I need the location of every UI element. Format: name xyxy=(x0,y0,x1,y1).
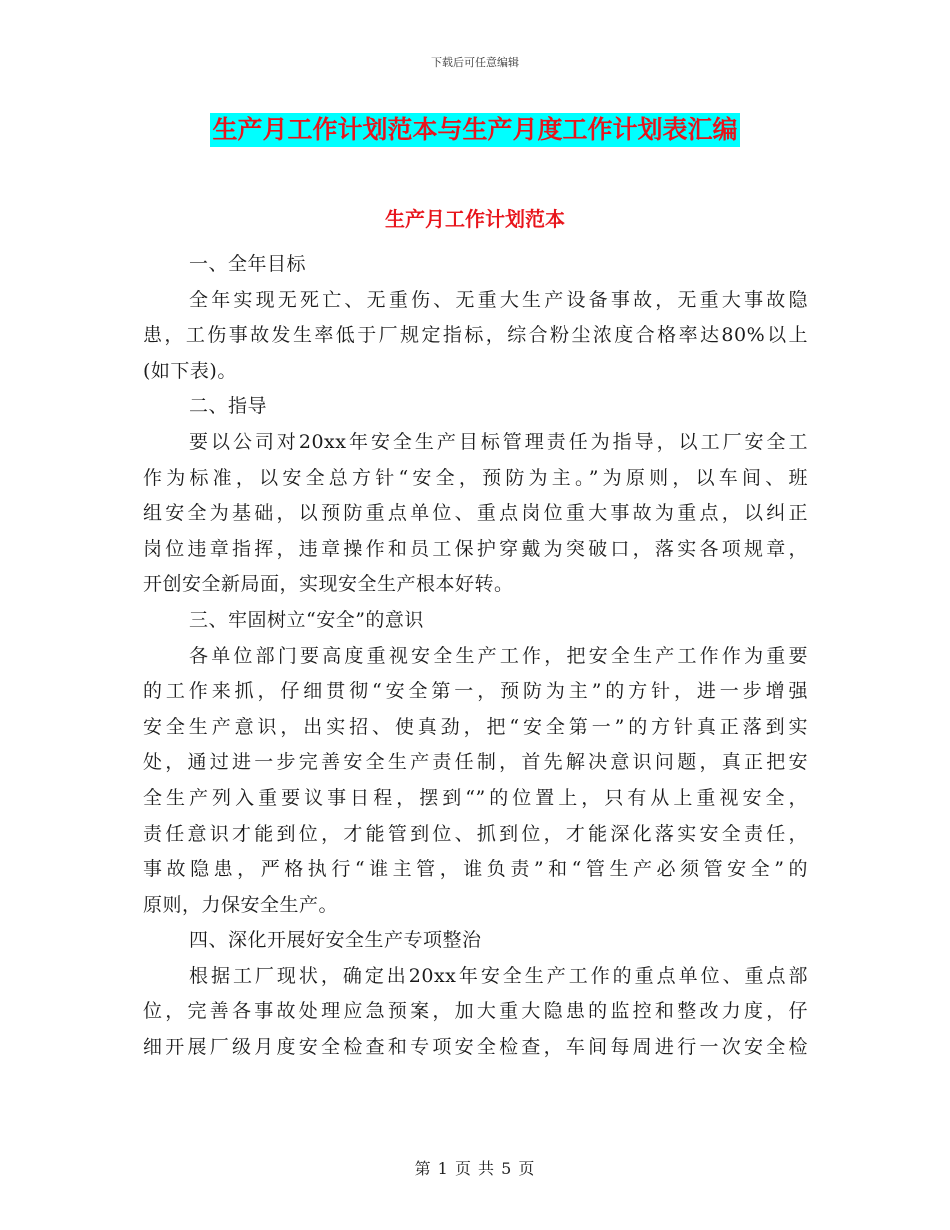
section-title: 生产月工作计划范本 xyxy=(385,207,565,231)
body-line: 处，通过进一步完善安全生产责任制，首先解决意识问题，真正把安 xyxy=(143,751,808,774)
body-line: 各单位部门要高度重视安全生产工作，把安全生产工作作为重要 xyxy=(189,644,808,667)
body-line: 根据工厂现状，确定出20xx年安全生产工作的重点单位、重点部 xyxy=(189,964,808,987)
body-line: 患，工伤事故发生率低于厂规定指标，综合粉尘浓度合格率达80%以上 xyxy=(143,324,808,347)
body-line: 一、全年目标 xyxy=(189,253,307,275)
document-body xyxy=(143,247,808,1066)
page-footer: 第 1 页 共 5 页 xyxy=(414,1159,536,1178)
body-line: 开创安全新局面，实现安全生产根本好转。 xyxy=(143,573,514,596)
body-line: 位，完善各事故处理应急预案，加大重大隐患的监控和整改力度，仔 xyxy=(143,1000,808,1023)
body-line: 四、深化开展好安全生产专项整治 xyxy=(189,929,482,952)
document-title-wrapper xyxy=(0,113,950,147)
body-line: 组安全为基础，以预防重点单位、重点岗位重大事故为重点，以纠正 xyxy=(143,502,808,525)
body-line: 的工作来抓，仔细贯彻“安全第一，预防为主”的方针，进一步增强 xyxy=(143,680,808,703)
body-line: 细开展厂级月度安全检查和专项安全检查，车间每周进行一次安全检 xyxy=(143,1036,808,1059)
body-line: (如下表)。 xyxy=(143,359,237,382)
body-line: 全生产列入重要议事日程，摆到“”的位置上，只有从上重视安全， xyxy=(143,786,808,809)
body-line: 岗位违章指挥，违章操作和员工保护穿戴为突破口，落实各项规章， xyxy=(143,537,808,560)
body-line: 全年实现无死亡、无重伤、无重大生产设备事故，无重大事故隐 xyxy=(189,288,808,311)
body-line: 原则，力保安全生产。 xyxy=(143,893,339,916)
document-title: 生产月工作计划范本与生产月度工作计划表汇编 xyxy=(210,113,739,147)
body-line: 二、指导 xyxy=(189,395,268,418)
body-line: 安全生产意识，出实招、使真劲，把“安全第一”的方针真正落到实 xyxy=(143,715,808,738)
body-line: 要以公司对20xx年安全生产目标管理责任为指导，以工厂安全工 xyxy=(189,430,808,453)
body-line: 作为标准，以安全总方针“安全，预防为主。”为原则，以车间、班 xyxy=(143,466,808,489)
body-line: 三、牢固树立“安全”的意识 xyxy=(189,608,424,631)
body-line: 责任意识才能到位，才能管到位、抓到位，才能深化落实安全责任， xyxy=(143,822,808,845)
body-line: 事故隐患，严格执行“谁主管，谁负责”和“管生产必须管安全”的 xyxy=(143,858,808,881)
header-note: 下载后可任意编辑 xyxy=(431,56,519,69)
